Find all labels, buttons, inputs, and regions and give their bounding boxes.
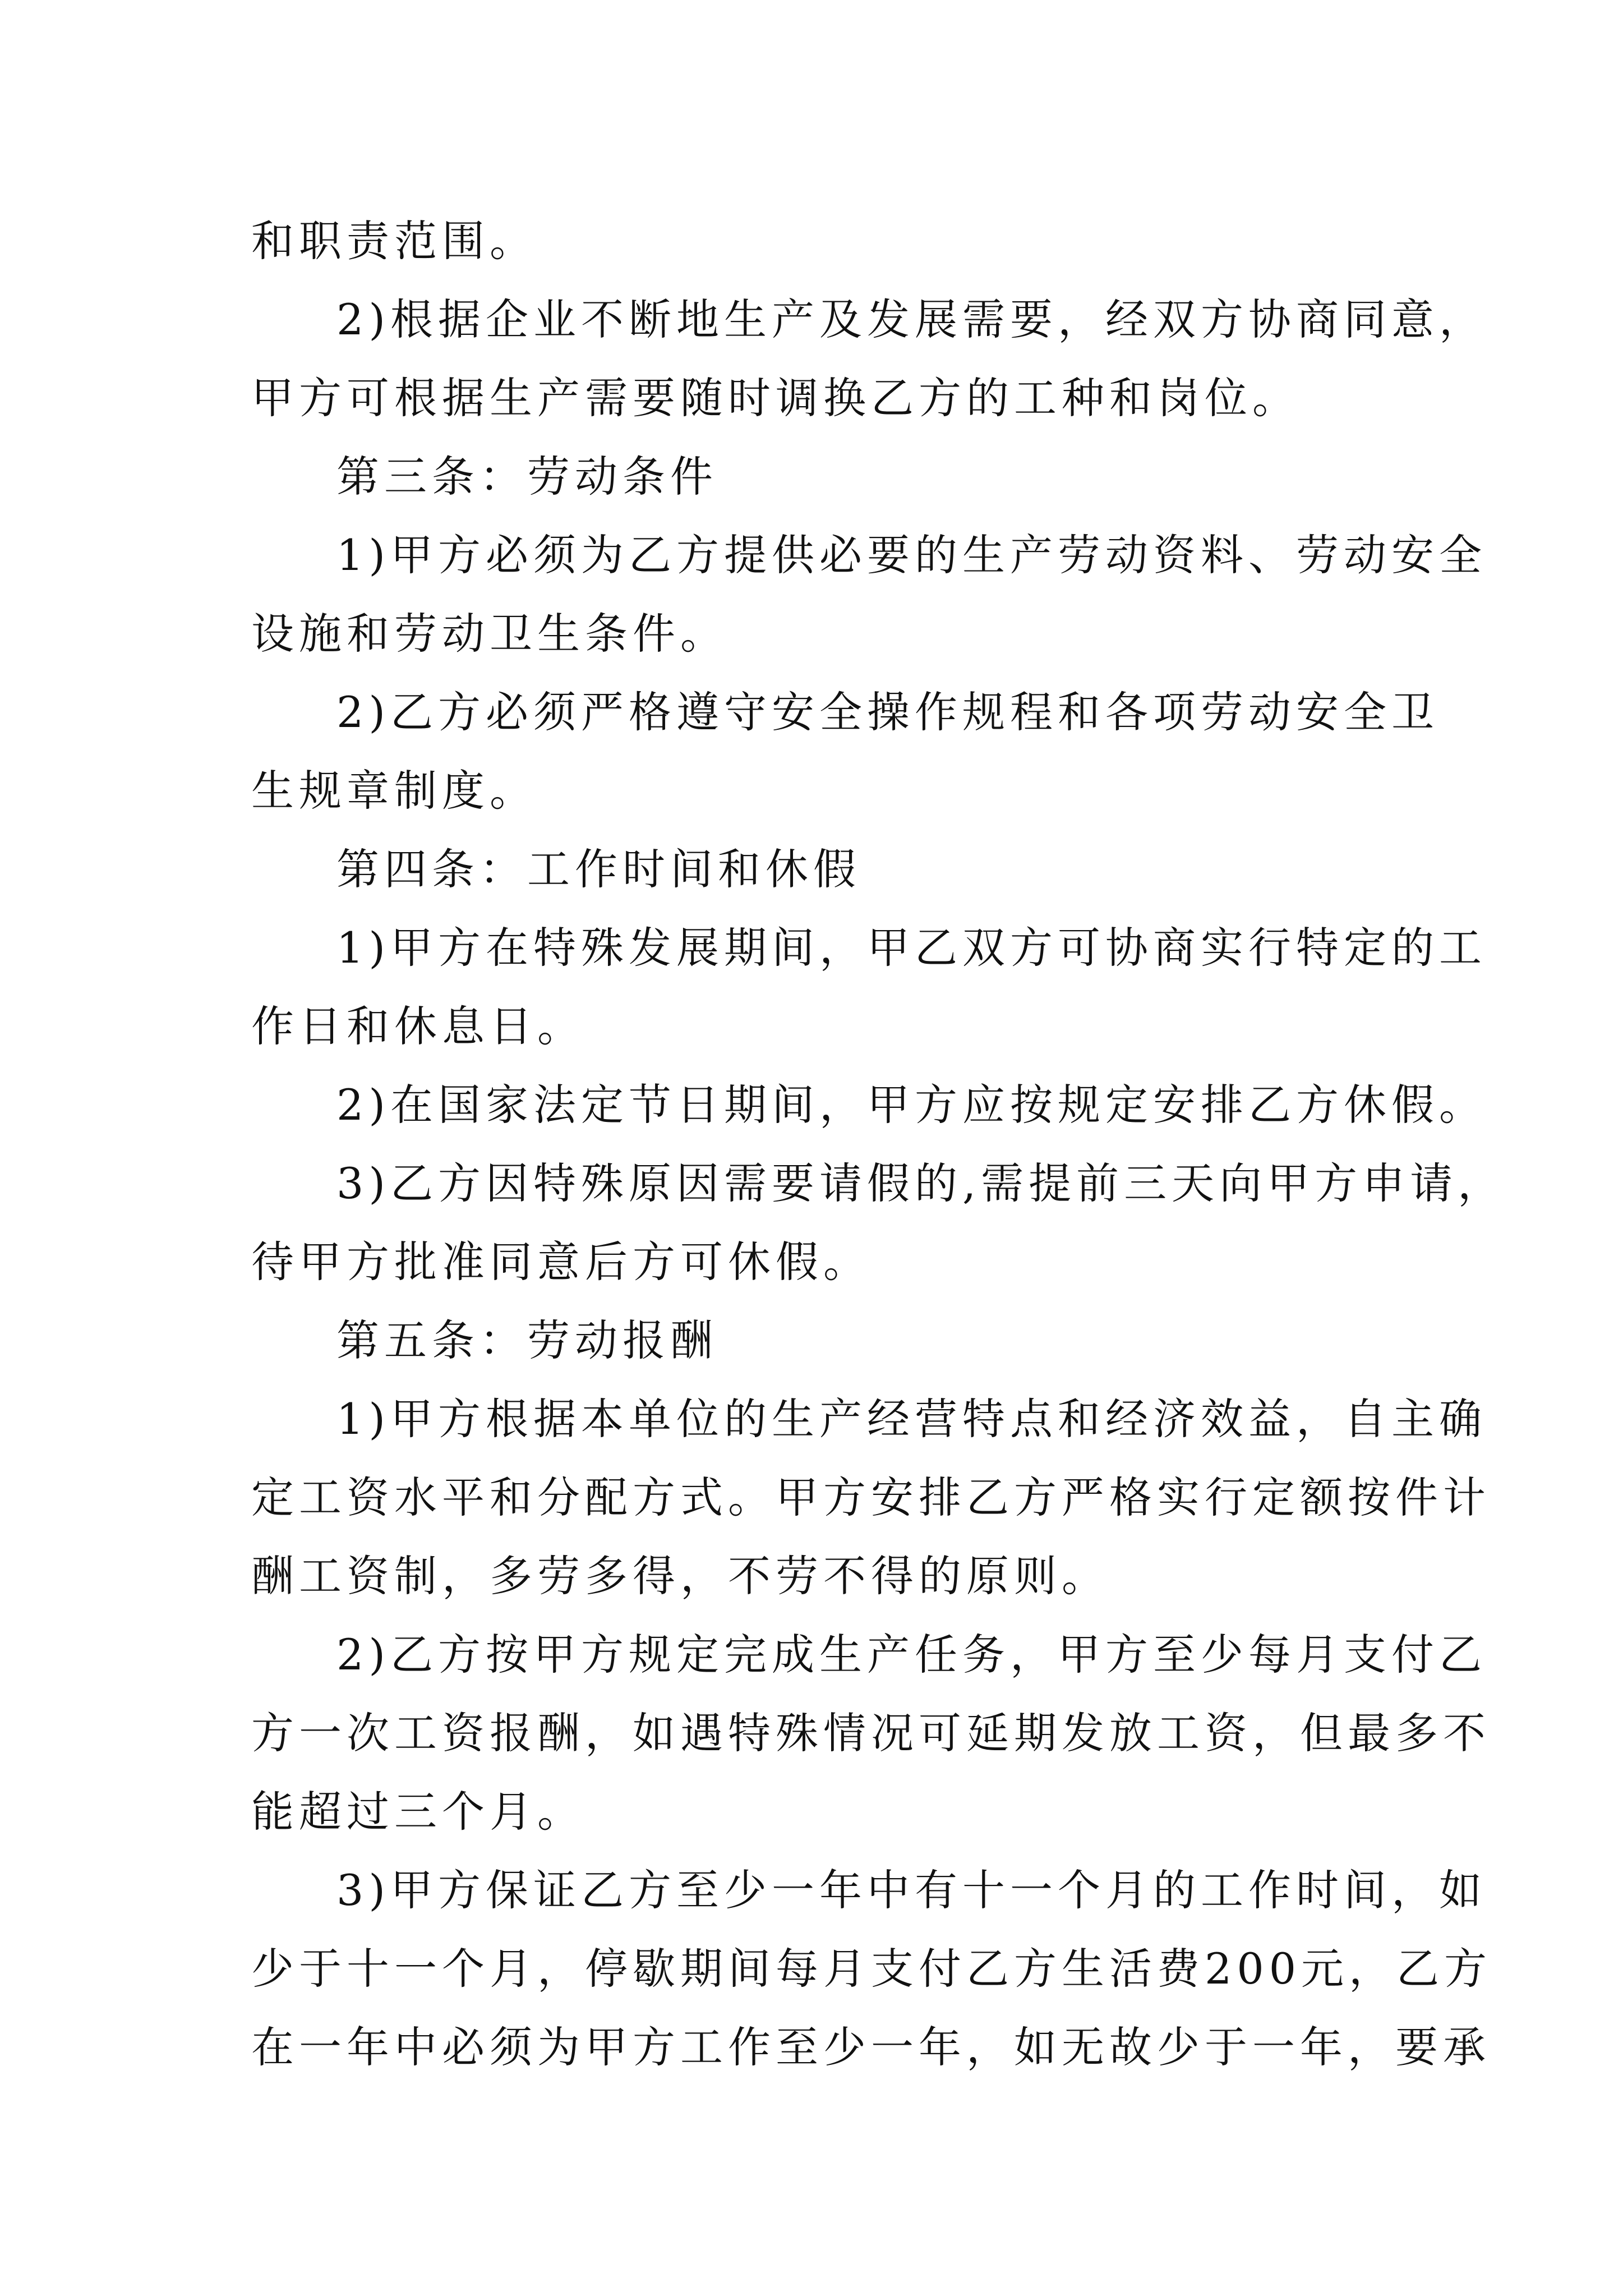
text-line: 和职责范围。 (251, 216, 537, 266)
text-line: 设施和劳动卫生条件。 (251, 609, 728, 659)
text-line: 甲方可根据生产需要随时调换乙方的工种和岗位。 (251, 373, 1300, 423)
text-line: 能超过三个月。 (251, 1787, 585, 1837)
text-line: 2)在国家法定节日期间，甲方应按规定安排乙方休假。 (336, 1080, 1487, 1130)
text-line: 2)根据企业不断地生产及发展需要，经双方协商同意， (336, 295, 1487, 344)
text-line: 定工资水平和分配方式。甲方安排乙方严格实行定额按件计 (251, 1473, 1491, 1522)
text-line: 作日和休息日。 (251, 1001, 585, 1051)
text-line: 2)乙方按甲方规定完成生产任务，甲方至少每月支付乙 (336, 1630, 1487, 1680)
text-line: 1)甲方必须为乙方提供必要的生产劳动资料、劳动安全 (336, 530, 1487, 580)
text-line: 待甲方批准同意后方可休假。 (251, 1237, 871, 1287)
text-line: 生规章制度。 (251, 766, 537, 816)
text-line: 在一年中必须为甲方工作至少一年，如无故少于一年，要承 (251, 2022, 1491, 2072)
text-line: 3)乙方因特殊原因需要请假的,需提前三天向甲方申请， (336, 1158, 1506, 1208)
text-line: 3)甲方保证乙方至少一年中有十一个月的工作时间，如 (336, 1865, 1487, 1915)
text-line: 1)甲方在特殊发展期间，甲乙双方可协商实行特定的工 (336, 923, 1487, 973)
section-heading: 第四条：工作时间和休假 (336, 844, 861, 894)
text-line: 酬工资制，多劳多得，不劳不得的原则。 (251, 1551, 1109, 1601)
text-line: 1)甲方根据本单位的生产经营特点和经济效益，自主确 (336, 1394, 1487, 1444)
text-line: 方一次工资报酬，如遇特殊情况可延期发放工资，但最多不 (251, 1708, 1491, 1758)
section-heading: 第五条：劳动报酬 (336, 1315, 718, 1365)
section-heading: 第三条：劳动条件 (336, 452, 718, 501)
text-line: 少于十一个月，停歇期间每月支付乙方生活费200元，乙方 (251, 1944, 1492, 1994)
text-line: 2)乙方必须严格遵守安全操作规程和各项劳动安全卫 (336, 687, 1440, 737)
